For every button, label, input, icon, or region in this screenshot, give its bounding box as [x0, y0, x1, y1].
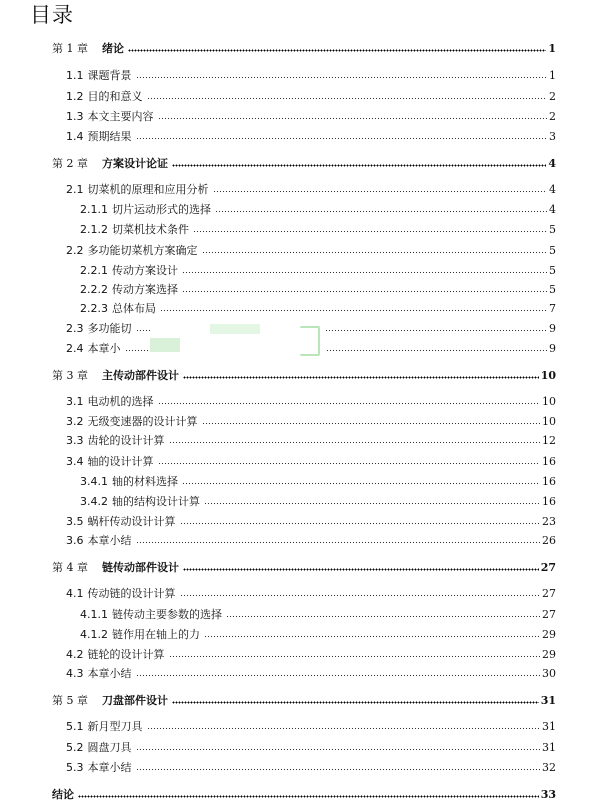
toc-entry-title: 总体布局 — [112, 302, 156, 315]
toc-entry[interactable] — [52, 559, 556, 575]
toc-entry-page: 31 — [542, 720, 556, 733]
toc-entry-number: 4.1.2 — [80, 628, 108, 641]
toc-entry-number: 2.2.2 — [80, 283, 108, 296]
toc-entry-page: 9 — [549, 322, 556, 335]
scan-smudge — [150, 318, 325, 362]
toc-entry-number: 3.3 — [66, 434, 84, 447]
toc-entry[interactable] — [80, 201, 556, 217]
dot-leader — [213, 190, 548, 194]
toc-entry-page: 1 — [549, 69, 556, 82]
toc-entry-title: 传动方案设计 — [112, 264, 178, 277]
toc-entry[interactable] — [80, 300, 556, 316]
toc-entry[interactable] — [52, 40, 556, 56]
toc-entry-page: 5 — [549, 244, 556, 257]
dot-leader — [136, 541, 541, 545]
dot-leader — [172, 164, 546, 168]
toc-entry-number: 5.3 — [66, 761, 84, 774]
toc-entry-page: 30 — [542, 667, 556, 680]
toc-entry-page: 10 — [540, 369, 556, 382]
toc-entry[interactable] — [66, 646, 556, 662]
toc-entry[interactable] — [66, 532, 556, 548]
dot-leader — [158, 462, 541, 466]
toc-entry[interactable] — [66, 88, 556, 104]
toc-entry[interactable] — [66, 759, 556, 775]
dot-leader — [128, 49, 546, 53]
toc-entry[interactable] — [80, 493, 556, 509]
toc-entry-title: 本章小结 — [87, 761, 132, 774]
toc-entry-page: 2 — [549, 90, 556, 103]
toc-entry[interactable] — [52, 367, 556, 383]
toc-entry[interactable] — [66, 513, 556, 529]
dot-leader — [182, 290, 547, 294]
toc-entry-title: 结论 — [52, 788, 74, 801]
toc-entry[interactable] — [66, 718, 556, 734]
toc-entry[interactable] — [66, 453, 556, 469]
toc-entry-page: 31 — [542, 741, 556, 754]
toc-entry-title: 本章小 — [87, 342, 121, 355]
toc-entry-number: 4.3 — [66, 667, 84, 680]
toc-entry[interactable] — [66, 432, 556, 448]
toc-entry-page: 27 — [540, 561, 556, 574]
toc-entry-page: 16 — [542, 495, 556, 508]
dot-leader — [136, 768, 541, 772]
dot-leader — [202, 251, 548, 255]
toc-entry-number: 2.2.1 — [80, 264, 108, 277]
toc-entry-number: 第 4 章 — [52, 561, 88, 574]
toc-entry-page: 2 — [549, 110, 556, 123]
toc-entry-page: 1 — [548, 42, 556, 55]
toc-entry[interactable] — [80, 606, 556, 622]
toc-entry-title: 链作用在轴上的力 — [112, 628, 200, 641]
dot-leader — [226, 615, 540, 619]
toc-entry-title: 轴的材料选择 — [112, 475, 178, 488]
toc-entry-page: 23 — [542, 515, 556, 528]
toc-entry-title: 圆盘刀具 — [87, 741, 132, 754]
dot-leader — [180, 594, 541, 598]
dot-leader — [204, 635, 540, 639]
dot-leader — [180, 522, 541, 526]
toc-entry-number: 2.1 — [66, 183, 84, 196]
toc-entry-page: 5 — [549, 283, 556, 296]
toc-entry-title: 刀盘部件设计 — [102, 694, 168, 707]
dot-leader — [183, 376, 539, 380]
toc-entry-page: 29 — [542, 648, 556, 661]
toc-entry-number: 第 5 章 — [52, 694, 88, 707]
toc-entry-page: 4 — [549, 183, 556, 196]
toc-entry[interactable] — [66, 665, 556, 681]
toc-entry-number: 4.1.1 — [80, 608, 108, 621]
toc-entry-number: 5.1 — [66, 720, 84, 733]
toc-entry-title: 新月型刀具 — [87, 720, 143, 733]
toc-entry-page: 27 — [542, 587, 556, 600]
toc-entry[interactable] — [80, 626, 556, 642]
dot-leader — [136, 137, 548, 141]
page-title: 目录 — [30, 3, 74, 27]
dot-leader — [215, 210, 547, 214]
toc-entry-number: 3.2 — [66, 415, 84, 428]
toc-entry-title: 切片运动形式的选择 — [112, 203, 211, 216]
toc-entry-title: 多功能切菜机方案确定 — [87, 244, 198, 257]
dot-leader — [136, 76, 548, 80]
toc-entry-page: 16 — [542, 455, 556, 468]
toc-entry-page: 4 — [549, 203, 556, 216]
toc-entry-number: 2.2.3 — [80, 302, 108, 315]
toc-entry-number: 3.4 — [66, 455, 84, 468]
toc-entry-page: 5 — [549, 264, 556, 277]
dot-leader — [158, 402, 541, 406]
toc-entry-number: 4.1 — [66, 587, 84, 600]
toc-entry-title: 无级变速器的设计计算 — [87, 415, 198, 428]
toc-entry-number: 3.6 — [66, 534, 84, 547]
toc-entry-title: 预期结果 — [87, 130, 132, 143]
toc-entry-title: 电动机的选择 — [87, 395, 154, 408]
toc-entry-title: 轴的设计计算 — [87, 455, 154, 468]
toc-entry-page: 3 — [549, 130, 556, 143]
toc-entry-title: 传动方案选择 — [112, 283, 178, 296]
toc-entry-number: 5.2 — [66, 741, 84, 754]
toc-entry-number: 2.1.1 — [80, 203, 108, 216]
toc-entry-number: 1.4 — [66, 130, 84, 143]
toc-entry-title: 链轮的设计计算 — [87, 648, 165, 661]
toc-entry[interactable] — [66, 242, 556, 258]
toc-entry-page: 7 — [549, 302, 556, 315]
toc-entry[interactable] — [66, 393, 556, 409]
toc-entry[interactable] — [66, 128, 556, 144]
toc-entry-title: 切菜机的原理和应用分析 — [87, 183, 209, 196]
toc-entry-number: 2.1.2 — [80, 223, 108, 236]
toc-entry-number: 2.4 — [66, 342, 84, 355]
toc-entry-title: 多功能切 — [87, 322, 132, 335]
toc-entry-number: 2.2 — [66, 244, 84, 257]
dot-leader — [147, 727, 541, 731]
toc-entry[interactable] — [66, 739, 556, 755]
toc-entry-number: 第 2 章 — [52, 157, 88, 170]
toc-entry[interactable] — [66, 67, 556, 83]
toc-entry-title: 切菜机技术条件 — [112, 223, 189, 236]
dot-leader — [136, 674, 541, 678]
toc-entry-number: 3.4.1 — [80, 475, 108, 488]
toc-entry[interactable] — [66, 181, 556, 197]
dot-leader — [183, 568, 539, 572]
toc-entry-number: 第 1 章 — [52, 42, 88, 55]
toc-entry[interactable] — [80, 473, 556, 489]
toc-entry[interactable] — [52, 155, 556, 171]
dot-leader — [204, 502, 540, 506]
dot-leader — [193, 230, 547, 234]
toc-entry-title: 主传动部件设计 — [102, 369, 179, 382]
toc-entry-title: 传动链的设计计算 — [87, 587, 176, 600]
toc-entry-title: 目的和意义 — [87, 90, 143, 103]
toc-entry-number: 3.1 — [66, 395, 84, 408]
toc-entry-number: 4.2 — [66, 648, 84, 661]
toc-entry[interactable] — [66, 413, 556, 429]
toc-entry-title: 轴的结构设计计算 — [112, 495, 200, 508]
toc-entry[interactable] — [66, 108, 556, 124]
toc-entry-title: 课题背景 — [87, 69, 132, 82]
toc-entry-page: 26 — [542, 534, 556, 547]
toc-entry[interactable] — [66, 585, 556, 601]
toc-entry-page: 4 — [548, 157, 556, 170]
toc-entry-number: 2.3 — [66, 322, 84, 335]
dot-leader — [182, 271, 547, 275]
toc-entry-page: 10 — [542, 395, 556, 408]
toc-entry-page: 9 — [549, 342, 556, 355]
dot-leader — [158, 117, 548, 121]
toc-entry-title: 绪论 — [102, 42, 124, 55]
toc-entry-page: 12 — [542, 434, 556, 447]
dot-leader — [182, 482, 540, 486]
dot-leader — [147, 97, 548, 101]
toc-entry-title: 本章小结 — [87, 534, 132, 547]
toc-entry[interactable] — [80, 281, 556, 297]
toc-entry[interactable] — [80, 262, 556, 278]
toc-entry-number: 3.4.2 — [80, 495, 108, 508]
toc-entry-number: 1.3 — [66, 110, 84, 123]
toc-entry-page: 5 — [549, 223, 556, 236]
dot-leader — [169, 655, 541, 659]
toc-entry-page: 31 — [540, 694, 556, 707]
toc-entry-title: 本章小结 — [87, 667, 132, 680]
toc-entry-title: 链传动部件设计 — [102, 561, 179, 574]
toc-entry[interactable] — [80, 221, 556, 237]
toc-entry-number: 1.2 — [66, 90, 84, 103]
toc-entry-page: 33 — [540, 788, 556, 801]
dot-leader — [202, 422, 541, 426]
toc-entry-page: 16 — [542, 475, 556, 488]
toc-entry-number: 第 3 章 — [52, 369, 88, 382]
dot-leader — [136, 748, 541, 752]
toc-entry-number: 1.1 — [66, 69, 84, 82]
toc-entry-title: 齿轮的设计计算 — [87, 434, 165, 447]
dot-leader — [78, 795, 539, 799]
toc-entry-page: 27 — [542, 608, 556, 621]
toc-entry-page: 10 — [542, 415, 556, 428]
dot-leader — [160, 309, 547, 313]
dot-leader — [169, 441, 541, 445]
toc-entry-page: 32 — [542, 761, 556, 774]
dot-leader — [172, 701, 539, 705]
toc-entry-title: 链传动主要参数的选择 — [112, 608, 222, 621]
toc-entry-number: 3.5 — [66, 515, 84, 528]
toc-entry-title: 蜗杆传动设计计算 — [87, 515, 176, 528]
toc-entry[interactable] — [52, 692, 556, 708]
toc-entry-title: 本文主要内容 — [87, 110, 154, 123]
toc-entry-title: 方案设计论证 — [102, 157, 168, 170]
toc-entry-page: 29 — [542, 628, 556, 641]
